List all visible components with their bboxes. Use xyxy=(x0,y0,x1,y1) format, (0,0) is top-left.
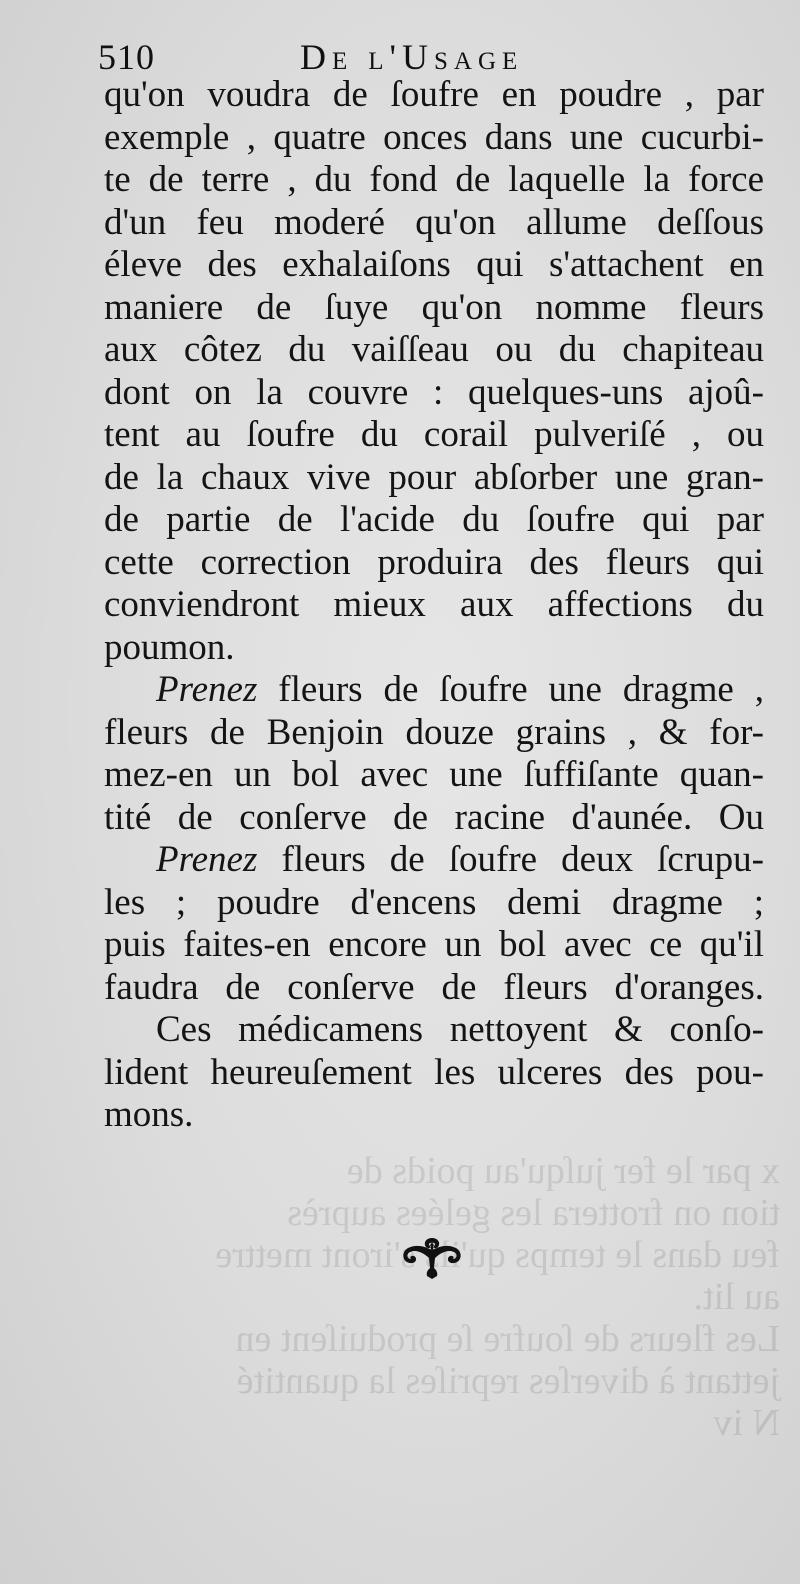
paragraph-first-line: Ces médicamens nettoyent & conſo- xyxy=(156,1009,764,1050)
text-line: mez-en un bol avec une ſuffiſante quan- xyxy=(104,754,764,795)
body-text xyxy=(104,74,764,1137)
text-fragment: fleurs de ſoufre deux ſcrupu- xyxy=(257,839,764,880)
text-line: dont on la couvre : quelques-uns ajoû- xyxy=(104,371,764,413)
text-line: puis faites-en encore un bol avec ce qu'il xyxy=(104,924,764,965)
text-line: mons. xyxy=(104,1094,194,1135)
prescription-lead: Prenez xyxy=(156,839,258,880)
text-line: fleurs de Benjoin douze grains , & for- xyxy=(104,711,764,753)
fleuron-ornament-icon xyxy=(396,1234,468,1280)
text-line: les ; poudre d'encens demi dragme ; xyxy=(104,881,764,923)
text-line: de la chaux vive pour abſorber une gran- xyxy=(104,456,764,498)
text-line: conviendront mieux aux affections du xyxy=(104,584,764,625)
text-line: d'un feu moderé qu'on allume deſſous xyxy=(104,201,764,243)
text-line: poumon. xyxy=(104,626,235,668)
prescription-lead: Prenez xyxy=(156,669,258,710)
text-line: tent au ſoufre du corail pulveriſé , ou xyxy=(104,414,764,455)
text-line: exemple , quatre onces dans une cucurbi- xyxy=(104,116,764,158)
text-line: aux côtez du vaiſſeau ou du chapiteau xyxy=(104,329,764,370)
text-line: de partie de l'acide du ſoufre qui par xyxy=(104,499,764,540)
text-line: maniere de ſuye qu'on nomme fleurs xyxy=(104,286,764,328)
running-head: De l'Usage xyxy=(300,37,524,77)
text-line: lident heureuſement les ulceres des pou- xyxy=(104,1051,764,1093)
paragraph-first-line xyxy=(104,669,764,712)
page-number: 510 xyxy=(98,37,155,77)
text-line: qu'on voudra de ſoufre en poudre , par xyxy=(104,74,764,115)
text-fragment: fleurs de ſoufre une dragme , xyxy=(257,669,764,710)
text-line: te de terre , du fond de laquelle la force xyxy=(104,159,764,200)
text-line: éleve des exhalaiſons qui s'attachent en xyxy=(104,244,764,285)
text-line: cette correction produira des fleurs qui xyxy=(104,541,764,583)
paragraph-first-line xyxy=(104,839,764,882)
text-line: faudra de conſerve de fleurs d'oranges. xyxy=(104,966,764,1008)
text-line: tité de conſerve de racine d'aunée. Ou xyxy=(104,796,764,838)
page-header xyxy=(98,30,698,80)
show-through-reverse-page: x par le fer juſqu'au poids de tion on frottera les gelées auprès feu dans le temps qu'ils s'iront mettre au lit. Les fleurs de ſoufre ſe produiſent en jettant à diverſes repriſes la quantité N iv xyxy=(215,1150,780,1444)
